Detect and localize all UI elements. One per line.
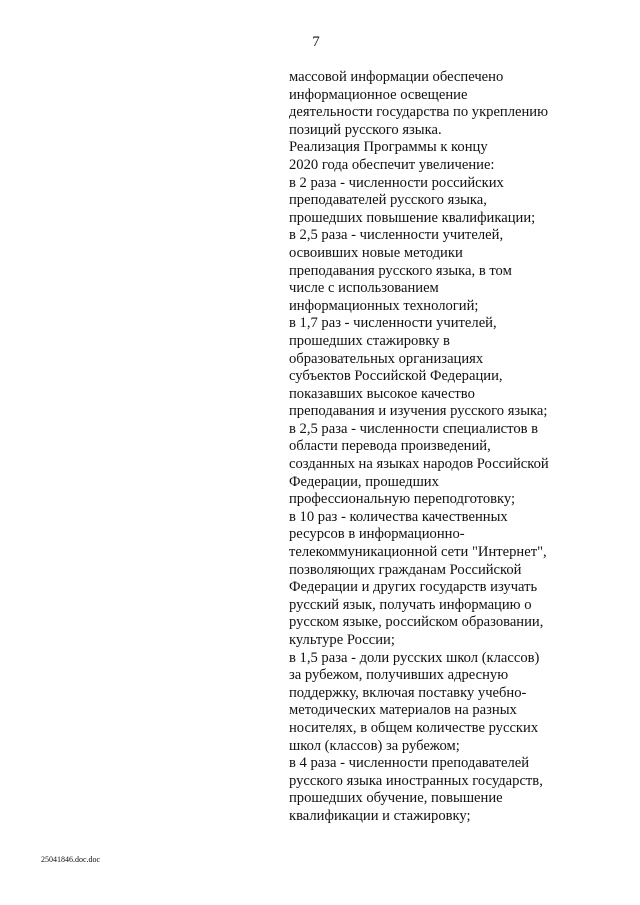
text-line: деятельности государства по укреплению [289,104,549,121]
footer-filename: 25041846.doc.doc [41,855,101,864]
text-line: Федерации, прошедших [289,473,439,490]
text-line: области перевода произведений, [289,438,491,455]
text-line: прошедших стажировку в [289,332,450,349]
text-line: показавших высокое качество [289,385,475,402]
text-line: преподавателей русского языка, [289,192,487,209]
text-line: русский язык, получать информацию о [289,596,532,613]
text-line: в 1,5 раза - доли русских школ (классов) [289,649,540,666]
text-line: культуре России; [289,632,395,648]
text-line: прошедших повышение квалификации; [289,209,536,226]
text-line: в 2 раза - численности российских [289,174,504,191]
text-line: информационных технологий; [289,297,479,314]
text-line: освоивших новые методики [289,244,463,261]
text-line: в 2,5 раза - численности учителей, [289,227,504,244]
text-line: 2020 года обеспечит увеличение: [289,156,495,173]
text-line: позиций русского языка. [289,121,442,138]
text-line: числе с использованием [289,280,439,297]
text-line: созданных на языках народов Российской [289,456,549,473]
text-line: профессиональную переподготовку; [289,491,516,508]
text-line: образовательных организациях [289,350,484,367]
text-line: прошедших обучение, повышение [289,790,503,807]
text-line: школ (классов) за рубежом; [289,737,460,754]
text-line: поддержку, включая поставку учебно- [289,684,527,701]
text-line: преподавания и изучения русского языка; [289,403,548,420]
text-line: массовой информации обеспечено [289,69,504,85]
text-line: ресурсов в информационно- [289,526,465,543]
text-line: преподавания русского языка, в том [289,262,512,279]
text-line: квалификации и стажировку; [289,807,471,824]
text-line: Реализация Программы к концу [289,139,488,156]
body-text [289,69,589,826]
text-line: за рубежом, получивших адресную [289,667,509,684]
text-line: субъектов Российской Федерации, [289,368,503,385]
text-line: русском языке, российском образовании, [289,614,544,631]
text-line: в 10 раз - количества качественных [289,508,508,525]
text-line: в 4 раза - численности преподавателей [289,755,530,772]
text-line: телекоммуникационной сети "Интернет", [289,544,547,561]
text-line: в 1,7 раз - численности учителей, [289,315,497,332]
text-line: информационное освещение [289,86,468,103]
text-line: позволяющих гражданам Российской [289,561,522,578]
text-line: Федерации и других государств изучать [289,579,538,596]
text-line: в 2,5 раза - численности специалистов в [289,420,539,437]
page-number: 7 [312,34,320,50]
text-line: методических материалов на разных [289,702,517,719]
text-line: русского языка иностранных государств, [289,772,543,789]
text-line: носителях, в общем количестве русских [289,719,539,736]
